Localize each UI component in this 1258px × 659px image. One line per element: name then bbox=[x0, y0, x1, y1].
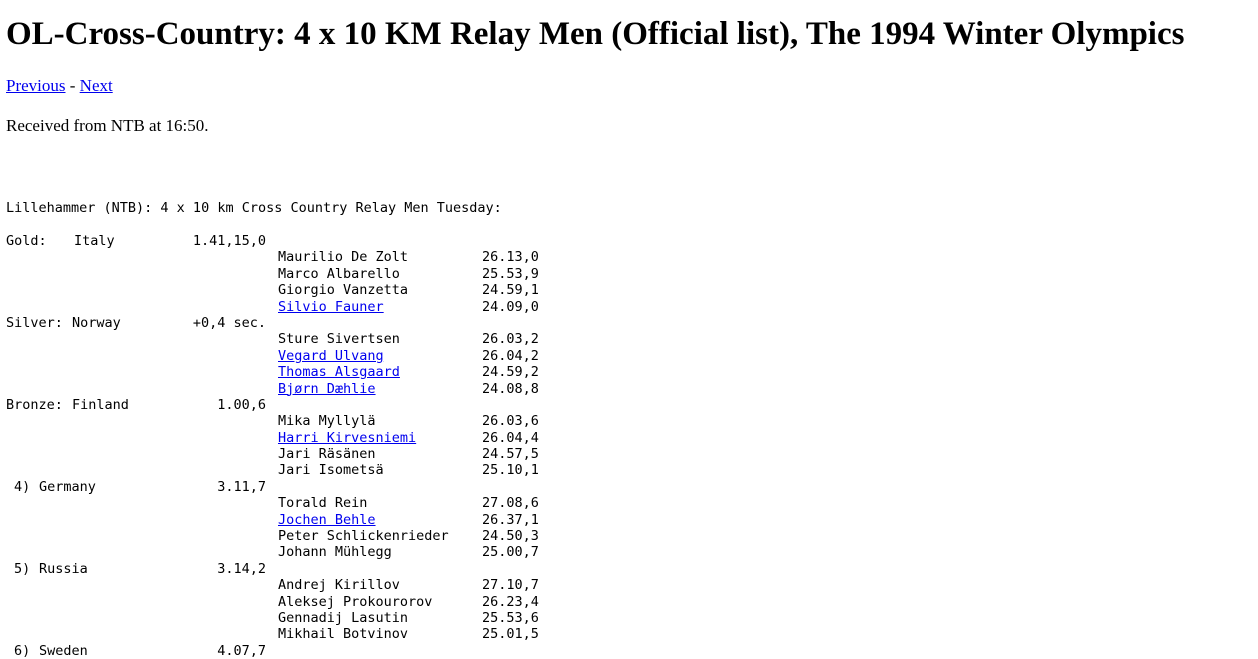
team-name: Italy bbox=[74, 233, 115, 249]
leg-row bbox=[6, 544, 1256, 560]
skier-link[interactable]: Harri Kirvesniemi bbox=[278, 429, 417, 446]
skier-name: Aleksej Prokourorov bbox=[278, 593, 433, 610]
leg-time: 24.59,1 bbox=[482, 282, 539, 299]
team-time: +0,4 sec. bbox=[192, 314, 266, 331]
skier-name: Jari Räsänen bbox=[278, 446, 376, 463]
team-name: Russia bbox=[39, 560, 88, 577]
skier-name: Peter Schlickenrieder bbox=[278, 528, 449, 545]
leg-time: 25.10,1 bbox=[482, 462, 539, 479]
results-intro: Lillehammer (NTB): 4 x 10 km Cross Country Relay Men Tuesday: bbox=[6, 200, 502, 216]
leg-time: 24.57,5 bbox=[482, 446, 539, 463]
team-name: Germany bbox=[39, 478, 96, 495]
document-page bbox=[6, 0, 1256, 659]
skier-link[interactable]: Bjørn Dæhlie bbox=[278, 380, 376, 397]
team-row bbox=[6, 561, 1256, 577]
leg-row bbox=[6, 462, 1256, 478]
leg-row bbox=[6, 413, 1256, 429]
leg-row bbox=[6, 249, 1256, 265]
skier-name bbox=[278, 430, 416, 446]
leg-row bbox=[6, 299, 1256, 315]
skier-name: Mikhail Botvinov bbox=[278, 626, 409, 643]
team-place: 5) bbox=[14, 560, 31, 577]
skier-name: Sture Sivertsen bbox=[278, 331, 400, 348]
skier-name bbox=[278, 348, 384, 364]
team-time: 1.41,15,0 bbox=[192, 233, 266, 249]
team-place: 4) bbox=[14, 478, 31, 495]
leg-time: 24.09,0 bbox=[482, 298, 539, 315]
previous-link[interactable]: Previous bbox=[6, 76, 66, 95]
skier-link[interactable]: Jochen Behle bbox=[278, 511, 376, 528]
leg-row bbox=[6, 266, 1256, 282]
skier-link[interactable]: Thomas Alsgaard bbox=[278, 364, 400, 381]
team-place: Bronze: bbox=[6, 396, 63, 413]
leg-row bbox=[6, 282, 1256, 298]
next-link[interactable]: Next bbox=[79, 76, 113, 95]
skier-name bbox=[278, 381, 376, 397]
leg-row bbox=[6, 626, 1256, 642]
skier-name: Johann Mühlegg bbox=[278, 544, 392, 561]
leg-time: 26.37,1 bbox=[482, 511, 539, 528]
leg-row bbox=[6, 348, 1256, 364]
skier-name: Andrej Kirillov bbox=[278, 577, 400, 594]
nav-links bbox=[6, 76, 113, 96]
leg-time: 25.01,5 bbox=[482, 626, 539, 643]
skier-name: Jari Isometsä bbox=[278, 462, 384, 479]
leg-row bbox=[6, 446, 1256, 462]
skier-link[interactable]: Vegard Ulvang bbox=[278, 347, 384, 364]
skier-name: Gennadij Lasutin bbox=[278, 609, 409, 626]
leg-row bbox=[6, 512, 1256, 528]
team-place: Silver: bbox=[6, 314, 63, 331]
team-name: Finland bbox=[72, 396, 129, 413]
leg-row bbox=[6, 331, 1256, 347]
team-time: 4.07,7 bbox=[217, 642, 266, 659]
leg-time: 25.53,6 bbox=[482, 609, 539, 626]
leg-row bbox=[6, 610, 1256, 626]
leg-row bbox=[6, 364, 1256, 380]
leg-row bbox=[6, 577, 1256, 593]
team-place: 6) bbox=[14, 642, 31, 659]
team-name: Sweden bbox=[39, 642, 88, 659]
team-place: Gold: bbox=[6, 233, 47, 249]
team-name: Norway bbox=[72, 314, 121, 331]
team-row bbox=[6, 397, 1256, 413]
team-row bbox=[6, 643, 1256, 659]
results-list bbox=[6, 233, 1256, 659]
leg-row bbox=[6, 594, 1256, 610]
leg-time: 26.04,2 bbox=[482, 347, 539, 364]
leg-time: 26.23,4 bbox=[482, 593, 539, 610]
team-time: 3.14,2 bbox=[217, 560, 266, 577]
leg-row bbox=[6, 495, 1256, 511]
team-row bbox=[6, 479, 1256, 495]
leg-time: 25.53,9 bbox=[482, 265, 539, 282]
skier-name: Maurilio De Zolt bbox=[278, 249, 409, 266]
leg-row bbox=[6, 381, 1256, 397]
leg-time: 26.13,0 bbox=[482, 249, 539, 266]
nav-separator: - bbox=[65, 76, 80, 95]
skier-link[interactable]: Silvio Fauner bbox=[278, 298, 384, 315]
leg-time: 24.59,2 bbox=[482, 364, 539, 381]
leg-time: 24.50,3 bbox=[482, 528, 539, 545]
skier-name: Mika Myllylä bbox=[278, 413, 376, 430]
page-title: OL-Cross-Country: 4 x 10 KM Relay Men (Official list), The 1994 Winter Olympics bbox=[6, 16, 1185, 52]
team-row bbox=[6, 233, 1256, 249]
received-note: Received from NTB at 16:50. bbox=[6, 116, 209, 135]
leg-time: 24.08,8 bbox=[482, 380, 539, 397]
leg-time: 25.00,7 bbox=[482, 544, 539, 561]
leg-time: 26.03,6 bbox=[482, 413, 539, 430]
skier-name bbox=[278, 364, 400, 380]
skier-name: Torald Rein bbox=[278, 495, 368, 512]
leg-time: 27.10,7 bbox=[482, 577, 539, 594]
skier-name bbox=[278, 299, 384, 315]
skier-name: Marco Albarello bbox=[278, 265, 400, 282]
team-time: 3.11,7 bbox=[217, 478, 266, 495]
leg-time: 26.04,4 bbox=[482, 429, 539, 446]
skier-name bbox=[278, 512, 376, 528]
leg-row bbox=[6, 528, 1256, 544]
leg-time: 27.08,6 bbox=[482, 495, 539, 512]
leg-row bbox=[6, 430, 1256, 446]
team-row bbox=[6, 315, 1256, 331]
leg-time: 26.03,2 bbox=[482, 331, 539, 348]
skier-name: Giorgio Vanzetta bbox=[278, 282, 409, 299]
team-time: 1.00,6 bbox=[217, 396, 266, 413]
